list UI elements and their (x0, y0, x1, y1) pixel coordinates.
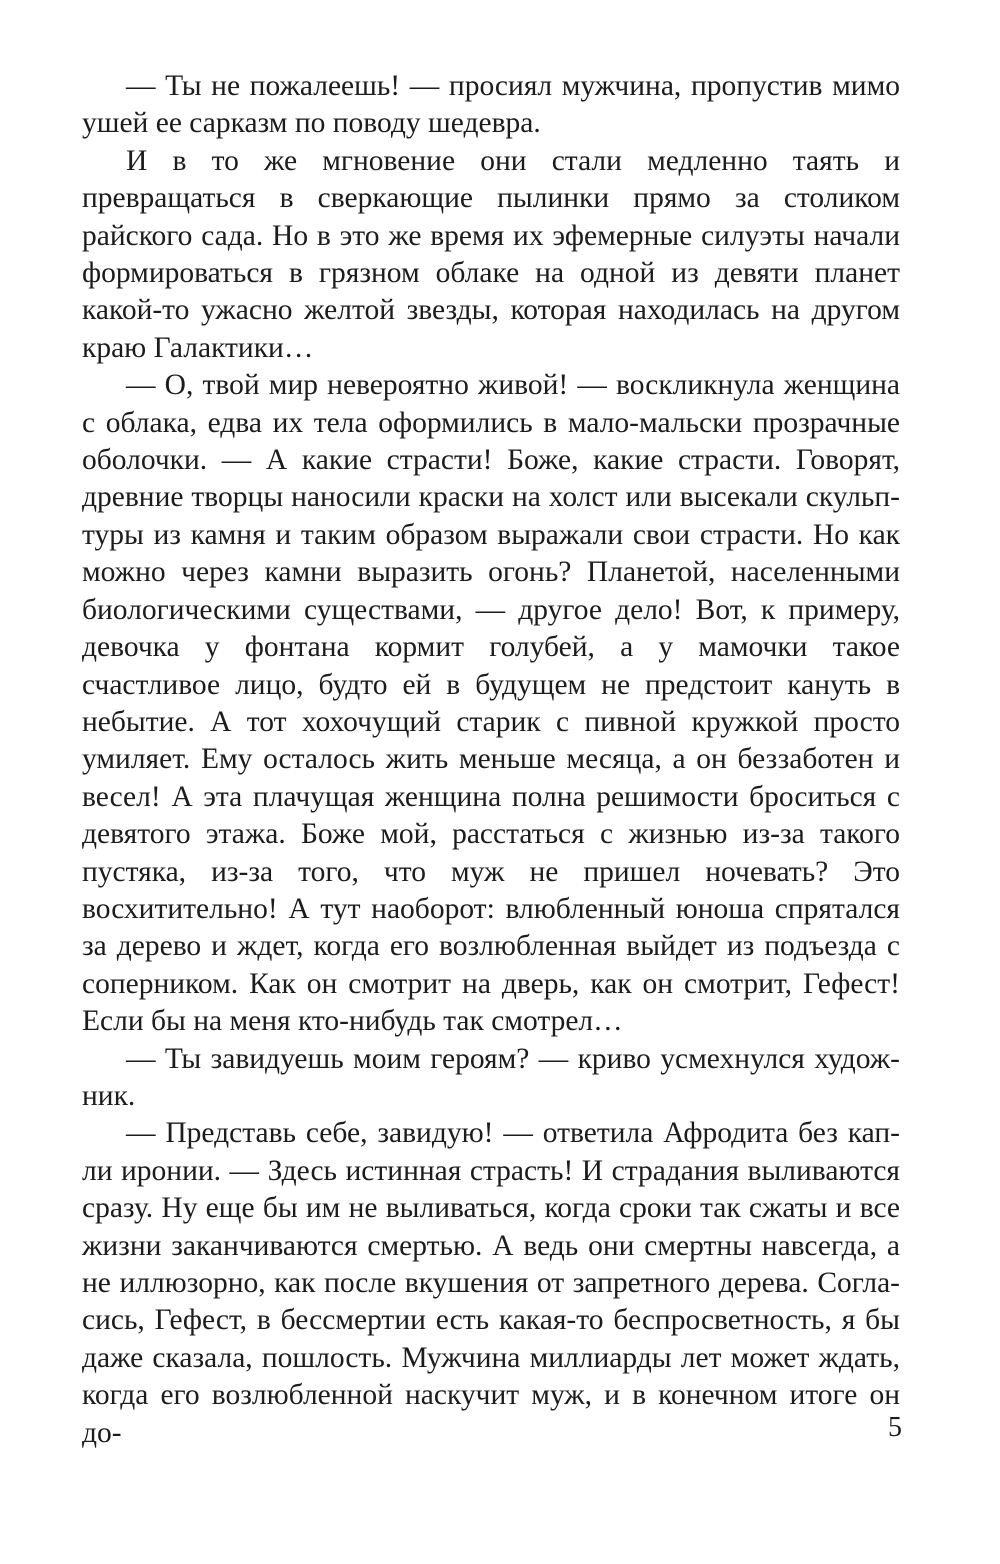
paragraph-3: — О, твой мир невероятно живой! — воскликнула женщина с облака, едва их тела оформились в мало-мальски прозрачные оболочки. — А какие страсти! Боже, какие страсти. Говорят, древние творцы наносили краски на холст или высекали скульптуры из камня и таким образом выражали свои страсти. Но как можно через камни выразить огонь? Планетой, населенными биологическими существами, — другое дело! Вот, к примеру, девочка у фонтана кормит голубей, а у мамочки такое счастливое лицо, будто ей в будущем не предстоит кануть в небытие. А тот хохочущий старик с пивной кружкой просто умиляет. Ему осталось жить меньше месяца, а он беззаботен и весел! А эта плачущая женщина полна решимости броситься с девятого этажа. Боже мой, расстаться с жизнью из-за такого пустяка, из-за того, что муж не пришел ночевать? Это восхитительно! А тут наоборот: влюбленный юноша спрятался за дерево и ждет, когда его возлюбленная выйдет из подъезда с соперником. Как он смотрит на дверь, как он смотрит, Гефест! Если бы на меня кто-нибудь так смотрел… (82, 369, 900, 1038)
paragraph-2: И в то же мгновение они стали медленно таять и превращаться в сверкающие пылинки прямо за столиком райского сада. Но в это же время их эфемерные силуэты начали формироваться в грязном облаке на одной из девяти планет какой-то ужасно желтой звезды, которая находилась на другом краю Галактики… (82, 144, 900, 364)
page-number: 5 (888, 1412, 902, 1443)
paragraph-1: — Ты не пожалеешь! — просиял мужчина, пропустив мимо ушей ее сарказм по поводу шедевра. (82, 70, 900, 140)
paragraph-5: — Представь себе, завидую! — ответила Афродита без капли иронии. — Здесь истинная страсть! И страдания выливаются сразу. Ну еще бы им не выливаться, когда сроки так сжаты и все жизни заканчиваются смертью. А ведь они смертны навсегда, а не иллюзорно, как после вкушения от запретного дерева. Согласись, Гефест, в бессмертии есть какая-то беспросветность, я бы даже сказала, пошлость. Мужчина миллиарды лет может ждать, когда его возлюбленной наскучит муж, и в конечном итоге он до- (82, 1117, 900, 1449)
paragraph-4: — Ты завидуешь моим героям? — криво усмехнулся художник. (82, 1042, 900, 1112)
page-text (82, 68, 900, 1452)
